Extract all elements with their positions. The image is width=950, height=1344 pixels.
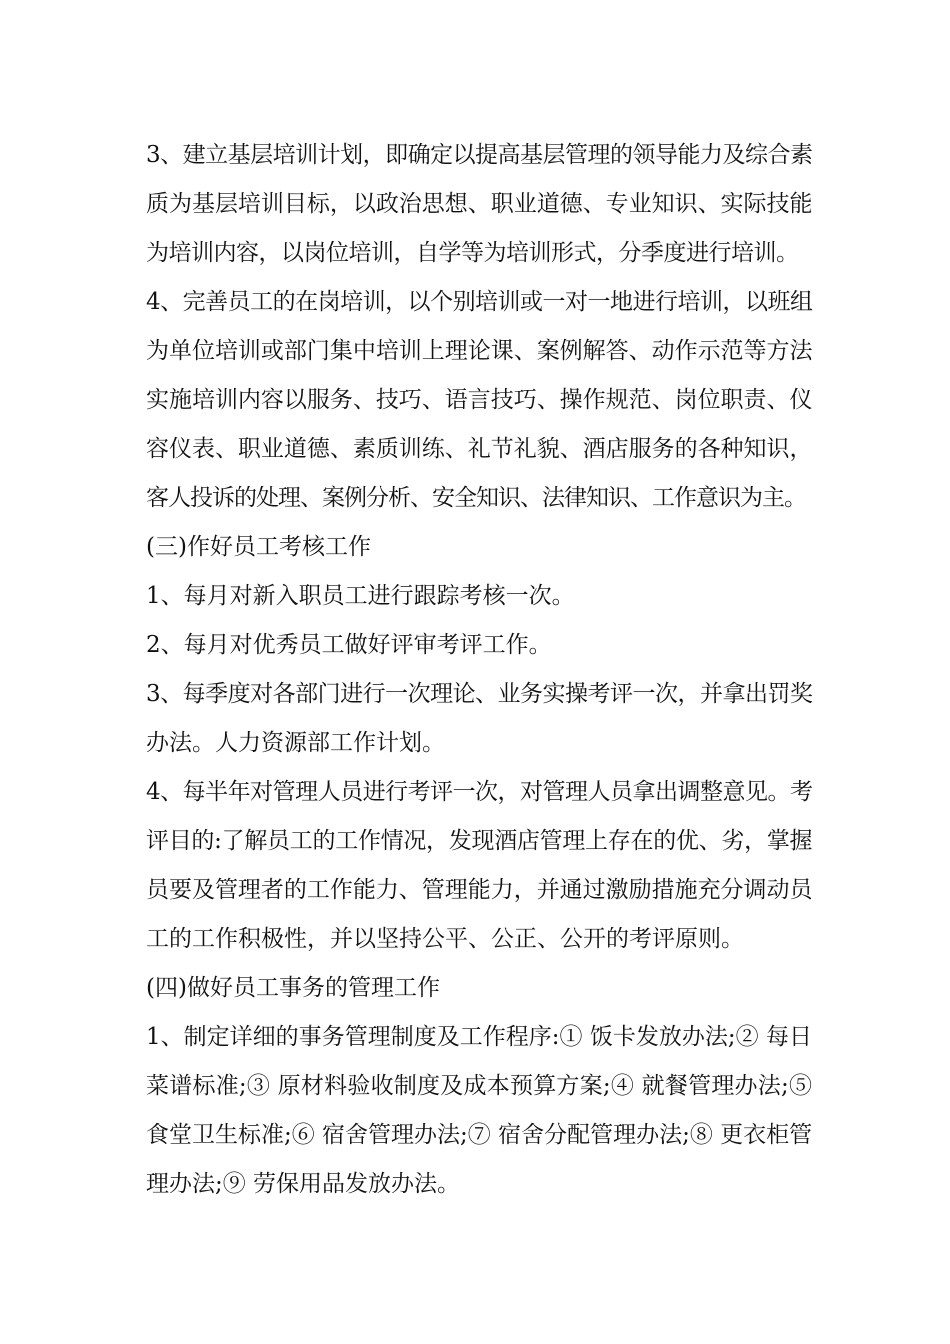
paragraph-line: 为单位培训或部门集中培训上理论课、案例解答、动作示范等方法: [146, 338, 812, 364]
paragraph-line: 2、每月对优秀员工做好评审考评工作。: [146, 632, 552, 658]
paragraph-line: 评目的:了解员工的工作情况，发现酒店管理上存在的优、劣，掌握: [146, 828, 812, 854]
paragraph-line: 1、制定详细的事务管理制度及工作程序:① 饭卡发放办法;② 每日: [146, 1024, 812, 1050]
paragraph-line: 办法。人力资源部工作计划。: [146, 730, 445, 756]
paragraph-line: 1、每月对新入职员工进行跟踪考核一次。: [146, 583, 575, 609]
paragraph-line: 工的工作积极性，并以坚持公平、公正、公开的考评原则。: [146, 926, 744, 952]
paragraph-line: 理办法;⑨ 劳保用品发放办法。: [146, 1171, 461, 1197]
paragraph-line: 质为基层培训目标，以政治思想、职业道德、专业知识、实际技能: [146, 191, 812, 217]
paragraph-line: 员要及管理者的工作能力、管理能力，并通过激励措施充分调动员: [146, 877, 812, 903]
paragraph-line: 实施培训内容以服务、技巧、语言技巧、操作规范、岗位职责、仪: [146, 387, 812, 413]
section-heading: (四)做好员工事务的管理工作: [146, 975, 440, 1001]
paragraph-line: 3、建立基层培训计划，即确定以提高基层管理的领导能力及综合素: [146, 142, 812, 168]
document-body: [146, 131, 812, 1209]
paragraph-line: 4、每半年对管理人员进行考评一次，对管理人员拿出调整意见。考: [146, 779, 812, 805]
section-heading: (三)作好员工考核工作: [146, 534, 371, 560]
paragraph-line: 4、完善员工的在岗培训，以个别培训或一对一地进行培训，以班组: [146, 289, 812, 315]
paragraph-line: 为培训内容，以岗位培训，自学等为培训形式，分季度进行培训。: [146, 240, 799, 266]
paragraph-line: 3、每季度对各部门进行一次理论、业务实操考评一次，并拿出罚奖: [146, 681, 812, 707]
paragraph-line: 菜谱标准;③ 原材料验收制度及成本预算方案;④ 就餐管理办法;⑤: [146, 1073, 812, 1099]
paragraph-line: 食堂卫生标准;⑥ 宿舍管理办法;⑦ 宿舍分配管理办法;⑧ 更衣柜管: [146, 1122, 813, 1148]
paragraph-line: 客人投诉的处理、案例分析、安全知识、法律知识、工作意识为主。: [146, 485, 806, 511]
paragraph-line: 容仪表、职业道德、素质训练、礼节礼貌、酒店服务的各种知识，: [146, 436, 812, 462]
